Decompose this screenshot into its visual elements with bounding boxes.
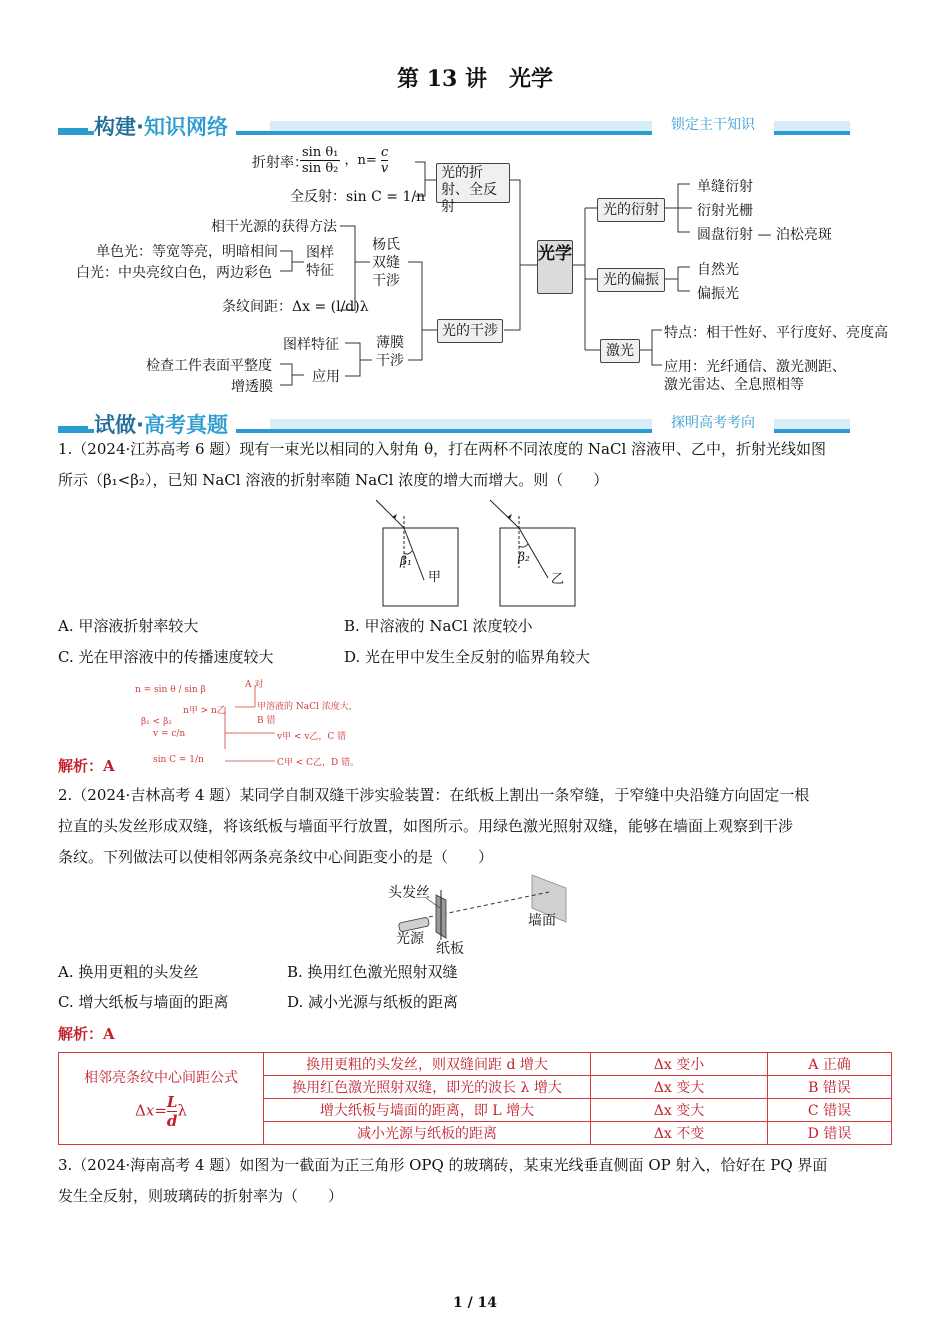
- effect-cell: Δx 变大: [591, 1076, 768, 1099]
- effect-cell: Δx 变大: [591, 1099, 768, 1122]
- cause-cell: 换用红色激光照射双缝，即光的波长 λ 增大: [264, 1076, 591, 1099]
- q1-reasoning-note: n = sin θ / sin β β₁ < β₂ n甲 > n乙 A 对 甲溶液的 NaCl 浓度大， B 错 v = c/n v甲 < v乙，C 错 sin C = 1/n C甲 < C乙，D 错。: [135, 675, 385, 770]
- laser-apps-line1: 应用：光纤通信、激光测距、: [664, 359, 846, 375]
- film-pattern-label: 图样特征: [283, 337, 339, 353]
- q2-figure: [384, 870, 574, 960]
- q1-option-b: B. 甲溶液的 NaCl 浓度较小: [344, 617, 533, 635]
- node-refraction: 光的折射、全反射: [436, 163, 510, 203]
- beaker-yi-label: 乙: [551, 572, 565, 587]
- cause-cell: 增大纸板与墙面的距离，即 L 增大: [264, 1099, 591, 1122]
- pattern-feature-label: 图样特征: [306, 245, 334, 279]
- fringe-spacing-label: 条纹间距：Δx = (l/d)λ: [222, 299, 369, 315]
- page-number: 1 / 14: [452, 1295, 498, 1311]
- banner-tag: 探明高考考向: [652, 413, 774, 433]
- cause-cell: 换用更粗的头发丝，则双缝间距 d 增大: [264, 1053, 591, 1076]
- question-3-stem: 3.（2024·海南高考 4 题）如图为一截面为正三角形 OPQ 的玻璃砖，某束光线垂直侧面 OP 射入，恰好在 PQ 界面 发生全反射，则玻璃砖的折射率为（ ）: [58, 1156, 828, 1205]
- check-flatness-label: 检查工件表面平整度: [146, 358, 272, 374]
- total-reflection-label: 全反射：sin C = 1/n: [290, 189, 426, 205]
- light-source-label: 光源: [396, 931, 424, 947]
- beta2-label: β₂: [518, 550, 530, 564]
- beaker-jia-label: 甲: [428, 570, 442, 585]
- polarized-light-label: 偏振光: [697, 286, 739, 302]
- q2-option-a: A. 换用更粗的头发丝: [58, 963, 199, 981]
- q2-answer: 解析：A: [58, 1025, 115, 1043]
- verdict-cell: C 错误: [768, 1099, 892, 1122]
- wall-label: 墙面: [528, 913, 556, 929]
- formula-cell: 相邻亮条纹中心间距公式 Δx= $\frac{L}{d}$ λ: [59, 1053, 264, 1145]
- node-center-optics: 光学: [537, 240, 573, 294]
- verdict-cell: D 错误: [768, 1122, 892, 1145]
- young-double-slit-label: 杨氏双缝干涉: [372, 237, 400, 289]
- banner-title: 构建·知识网络: [94, 111, 236, 141]
- q1-option-d: D. 光在甲中发生全反射的临界角较大: [344, 648, 591, 666]
- verdict-cell: B 错误: [768, 1076, 892, 1099]
- white-light-label: 白光：中央亮纹白色，两边彩色: [76, 265, 272, 281]
- q2-option-d: D. 减小光源与纸板的距离: [287, 993, 459, 1011]
- thin-film-label: 薄膜干涉: [376, 335, 404, 369]
- grating-label: 衍射光栅: [697, 203, 753, 219]
- monochrome-label: 单色光：等宽等亮，明暗相间: [96, 244, 278, 260]
- node-laser: 激光: [600, 339, 640, 363]
- verdict-cell: A 正确: [768, 1053, 892, 1076]
- mindmap-connectors: [0, 0, 950, 410]
- antireflection-label: 增透膜: [231, 379, 273, 395]
- natural-light-label: 自然光: [697, 262, 739, 278]
- q2-solution-table: [58, 1052, 892, 1145]
- hair-label: 头发丝: [388, 885, 430, 901]
- application-label: 应用: [312, 369, 340, 385]
- refraction-formula: $\frac{\text{sin θ₁}}{\text{sin θ₂}}$ ，n= $\frac{c}{v}$: [302, 145, 389, 176]
- q1-option-a: A. 甲溶液折射率较大: [58, 617, 199, 635]
- effect-cell: Δx 不变: [591, 1122, 768, 1145]
- laser-apps-line2: 激光雷达、全息照相等: [664, 377, 804, 393]
- node-interference: 光的干涉: [437, 319, 503, 343]
- coherent-source-label: 相干光源的获得方法: [211, 219, 337, 235]
- cardboard-label: 纸板: [436, 941, 464, 957]
- cause-cell: 减小光源与纸板的距离: [264, 1122, 591, 1145]
- beta1-label: β₁: [400, 554, 412, 568]
- table-row: [59, 1053, 892, 1076]
- q1-figure: [370, 498, 580, 610]
- spacing-formula: Δx= $\frac{L}{d}$ λ: [135, 1093, 187, 1130]
- question-1-stem: 1.（2024·江苏高考 6 题）现有一束光以相同的入射角 θ，打在两杯不同浓度的 NaCl 溶液甲、乙中，折射光线如图 所示（β₁<β₂），已知 NaCl 溶液的折射率随 NaCl 浓度的增大而增大。则（ ）: [58, 440, 827, 489]
- effect-cell: Δx 变小: [591, 1053, 768, 1076]
- banner-title: 试做·高考真题: [94, 409, 236, 439]
- q1-answer: 解析：A: [58, 757, 115, 775]
- laser-features-label: 特点：相干性好、平行度好、亮度高: [664, 325, 888, 341]
- single-slit-label: 单缝衍射: [697, 179, 753, 195]
- banner-tag: 锁定主干知识: [652, 115, 774, 135]
- q2-option-c: C. 增大纸板与墙面的距离: [58, 993, 229, 1011]
- disk-diffraction-label: 圆盘衍射 — 泊松亮斑: [697, 227, 832, 243]
- q2-option-b: B. 换用红色激光照射双缝: [287, 963, 458, 981]
- question-2-stem: 2.（2024·吉林高考 4 题）某同学自制双缝干涉实验装置：在纸板上割出一条窄缝，于窄缝中央沿缝方向固定一根 拉直的头发丝形成双缝，将该纸板与墙面平行放置，如图所示。用绿色激光照射双缝，能够在墙面上观察到干涉 条纹。下列做法可以使相邻两条亮条纹中心间距变小的是（ ）: [58, 786, 810, 866]
- q1-option-c: C. 光在甲溶液中的传播速度较大: [58, 648, 274, 666]
- refraction-index-label: 折射率：: [252, 155, 308, 171]
- node-diffraction: 光的衍射: [597, 198, 665, 222]
- page-title: 第 13 讲 光学: [397, 66, 553, 92]
- node-polarization: 光的偏振: [597, 268, 665, 292]
